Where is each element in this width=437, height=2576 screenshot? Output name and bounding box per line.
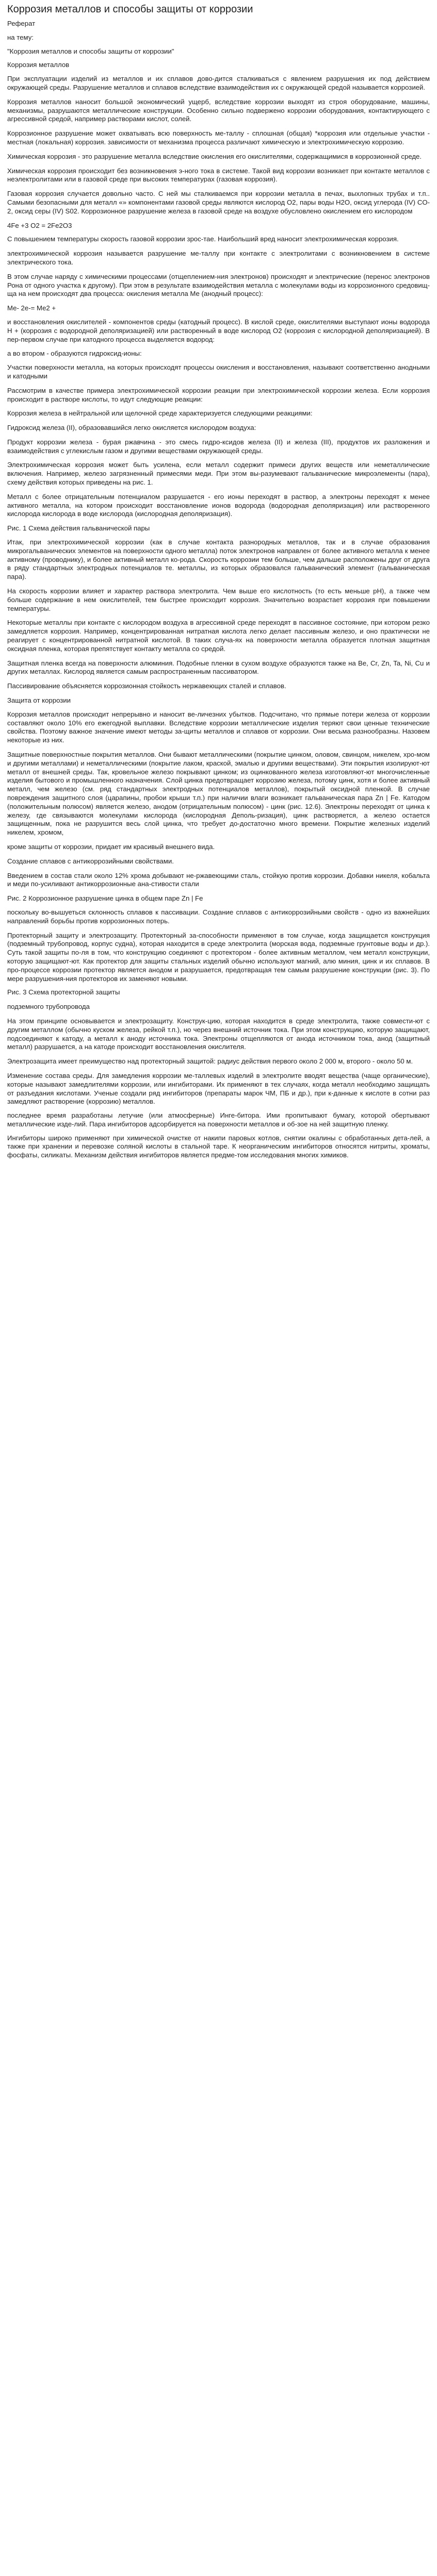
- paragraph: Участки поверхности металла, на которых происходят процессы окисления и восстановления, называют соответственно анодными и катодными: [7, 363, 430, 380]
- paragraph: Пассивирование объясняется коррозионная стойкость нержавеющих сталей и сплавов.: [7, 682, 286, 690]
- paragraph: Коррозия металлов: [7, 61, 70, 69]
- paragraph: Рис. 2 Коррозионное разрушение цинка в общем паре Zn | Fe: [7, 894, 203, 903]
- paragraph: 4Fe +3 O2 = 2Fe2O3: [7, 221, 72, 229]
- paragraph: Реферат: [7, 20, 36, 27]
- paragraph: кроме защиты от коррозии, придает им красивый внешнего вида.: [7, 842, 215, 851]
- paragraph: Протекторный защиту и электрозащиту. Протекторный за-способности применяют в том случае, когда защищается конструкция (подземный трубопровод, корпус судна), которая находится в среде электролита (морская вода, подземные грунтовые воды и др.). Суть такой защиты по-ля в том, что конструкцию соединяют с протектором - более активным металлом, чем металл конструкции, которую защищают-ют. Как протектор для защиты стальных изделий обычно используют магний, алю миния, цинк и их сплавов. В про-процессе коррозии протектор является анодом и разрушается, предотвращая тем самым разрушение конструкции (рис. 3). По мере разрушения-ния протекторов их заменяют новыми.: [7, 931, 430, 983]
- paragraph: Итак, при электрохимической коррозии (как в случае контакта разнородных металлов, так и в случае образования микрогальванических элементов на поверхности одного металла) поток электронов направлен от более активного металла к менее активному (проводнику), и более активный металл ко-рода. Скорость коррозии тем больше, чем дальше расположены друг от друга в ряду стандартных электродных потенциалов те. металлы, из которых образовался гальванический элемент (гальваническая пара).: [7, 538, 430, 581]
- paragraph: последнее время разработаны летучие (или атмосферные) Инге-битора. Ими пропитывают бумагу, которой обертывают металлические изде-лий. Пара ингибиторов адсорбируется на поверхности металлов и об-зое на ней защитную пленку.: [7, 1111, 430, 1128]
- paragraph: При эксплуатации изделий из металлов и их сплавов дово-дится сталкиваться с явлением разрушения их под действием окружающей среды. Разрушение металлов и сплавов вследствие взаимодействия их с окружающей средой называется коррозией.: [7, 75, 430, 91]
- paragraph: электрохимической коррозия называется разрушение ме-таллу при контакте с электролитами с возникновением в системе электрического тока.: [7, 250, 430, 266]
- paragraph: С повышением температуры скорость газовой коррозии зрос-тае. Наибольший вред наносит электрохимическая коррозия.: [7, 235, 399, 243]
- paragraph: Создание сплавов с антикоррозийными свойствами.: [7, 857, 174, 865]
- paragraph: подземного трубопровода: [7, 1003, 90, 1011]
- paragraph: Рис. 1 Схема действия гальванической пары: [7, 524, 150, 533]
- paragraph: Некоторые металлы при контакте с кислородом воздуха в агрессивной среде переходят в пассивное состояние, при котором резко замедляется коррозия. Например, концентрированная нитратная кислота легко делает пассивным железо, и оно практически не реагирует с концентрированной нитратной кислотой. В таких случа-ях на поверхности металла образуется плотная защитная оксидная пленка, которая препятствует контакту металла со средой.: [7, 619, 430, 653]
- paragraph: Коррозия металлов происходит непрерывно и наносит ве-личезних убытков. Подсчитано, что прямые потери железа от коррозии составляют около 10% его ежегодной выплавки. Вследствие коррозии металлические изделия теряют свои ценные технические свойства. Поэтому важное значение имеют методы за-щиты металлов и сплавов от коррозии. Они весьма разнообразны. Назовем некоторые из них.: [7, 710, 430, 744]
- paragraph: на тему:: [7, 33, 34, 41]
- paragraph: "Коррозия металлов и способы защиты от коррозии": [7, 47, 174, 55]
- paragraph: Рис. 3 Схема протекторной защиты: [7, 988, 120, 996]
- paragraph: Металл с более отрицательным потенциалом разрушается - его ионы переходят в раствор, а электроны переходят к менее активного металла, на котором происходит восстановление ионов водорода (водородная деполяризация) или растворенного кислорода кислорода в воде кислорода (кислородная деполяризация).: [7, 492, 430, 518]
- paragraph: На этом принципе основывается и электрозащиту. Конструк-цию, которая находится в среде электролита, также совмести-ют с другим металлом (обычно куском железа, рейкой т.п.), но через внешний источник тока. При этом конструкцию, которую защищают, подсоединяют к катоду, а металл к аноду источника тока. Электроны отщепляются от анода источником тока, анод (защитный металл) разрушается, а на катоде происходит восстановления окислителя.: [7, 1017, 430, 1051]
- paragraph: а во втором - образуются гидроксид-ионы:: [7, 350, 142, 358]
- paragraph: Коррозия железа в нейтральной или щелочной среде характеризуется следующими реакциями:: [7, 409, 313, 418]
- document-title: Коррозия металлов и способы защиты от коррозии: [7, 4, 253, 15]
- paragraph: Защитная пленка всегда на поверхности алюминия. Подобные пленки в сухом воздухе образуются также на Be, Cr, Zn, Ta, Ni, Cu и других металлах. Кислород является самым распространенным пассиватором.: [7, 659, 430, 676]
- paragraph: Защита от коррозии: [7, 696, 71, 705]
- paragraph: Химическая коррозия происходит без возникновения э-ного тока в системе. Такой вид коррозии возникает при контакте металлов с неэлектролитами или в газовой среде при высоких температурах (газовая коррозия).: [7, 167, 430, 184]
- paragraph: поскольку во-вышуеться склонность сплавов к пассивации. Создание сплавов с антикоррозийными свойств - одно из важнейших направлений борьбы против коррозионных потерь.: [7, 908, 430, 925]
- paragraph: Изменение состава среды. Для замедления коррозии ме-таллевых изделий в электролите вводят вещества (чаще органические), которые называют замедлителями коррозии, или ингибиторами. Их применяют в тех случаях, когда металл необходимо защищать от разъедания кислотами. Ученые создали ряд ингибиторов (препараты марок ЧМ, ПБ и др.), при к-данные к кислоте в сотни раз замедляют растворение (коррозию) металлов.: [7, 1071, 430, 1106]
- paragraph: Ингибиторы широко применяют при химической очистке от накипи паровых котлов, снятии окалины с обработанных дета-лей, а также при хранении и перевозке соляной кислоты в стальной таре. К неорганическим ингибиторов относятся нитриты, хроматы, фосфаты, силикаты. Механизм действия ингибиторов является предме-том исследования многих химиков.: [7, 1134, 430, 1159]
- paragraph: Электрозащита имеет преимущество над протекторный защитой: радиус действия первого около 2 000 м, второго - около 50 м.: [7, 1057, 413, 1066]
- paragraph: Гидроксид железа (II), образовавшийся легко окисляется кислородом воздуха:: [7, 424, 256, 432]
- paragraph: Рассмотрим в качестве примера электрохимической коррозии реакции при электрохимической коррозии железа. Если коррозия происходит в растворе кислоты, то идут следующие реакции:: [7, 386, 430, 403]
- paragraph: В этом случае наряду с химическими процессами (отщеплением-ния электронов) происходят и электрические (перенос электронов Рона от одного участка к другому). При этом в результате взаимодействия металла с молекулами воды из коррозионного средовищ-ща на нем происходят два процесса: окисления металла Ме (анодный процесс):: [7, 272, 430, 298]
- paragraph: Коррозия металлов наносит большой экономический ущерб, вследствие коррозии выходят из строя оборудование, машины, механизмы, разрушаются металлические конструкции. Особенно сильно подвержено коррозии оборудования, контактирующего с агрессивной средой, например растворами кислот, солей.: [7, 97, 430, 123]
- paragraph: Химическая коррозия - это разрушение металла вследствие окисления его окислителями, содержащимися в коррозионной среде.: [7, 152, 422, 160]
- paragraph: На скорость коррозии влияет и характер раствора электролита. Чем выше его кислотность (то есть меньше рН), а также чем больше содержание в нем окислителей, тем быстрее происходит коррозия. Значительно возрастает коррозия при повышении температуры.: [7, 587, 430, 612]
- paragraph: Продукт коррозии железа - бурая ржавчина - это смесь гидро-ксидов железа (II) и железа (III), продуктов их разложения и взаимодействия с углекислым газом и другими веществами окружающей среды.: [7, 438, 430, 455]
- paragraph: Защитные поверхностные покрытия металлов. Они бывают металлическими (покрытие цинком, оловом, свинцом, никелем, хро-мом и другими металлами) и неметаллическими (покрытие лаком, краской, эмалью и другими веществами). Эти покрытия изолируют-ют металл от внешней среды. Так, кровельное железо покрывают цинком; из оцинкованного железа изготовляют-ют многочисленные изделия бытового и промышленного назначения. Слой цинка предотвращает коррозию железа, потому цинк, хотя и более активный металл, чем железо (см. ряд стандартных электродных потенциалов металлов), покрытый оксидной пленкой. В случае повреждения защитного слоя (царапины, пробои крыши т.п.) при наличии влаги возникает гальваническая пара Zn | Fe. Катодом (положительным полюсом) является железо, анодом (отрицательным полюсом) - цинк (рис. 12.6). Электроны переходят от цинка к железу, где связываются молекулами кислорода (кислородная Деполь-ризация), цинк растворяется, а железо остается защищенным, пока не разрушится весь слой цинка, что требует до-достаточно много времени. Покрытие железных изделий никелем, хромом,: [7, 751, 430, 837]
- paragraph: Ме- 2е-= Ме2 +: [7, 304, 56, 312]
- paragraph: и восстановления окислителей - компонентов среды (катодный процесс). В кислой среде, окислителями выступают ионы водорода Н + (коррозия с водородной деполяризацией) или растворенный в воде кислород О2 (коррозия с кислородной деполяризацией). В пер-первом случае при катодного процесса выделяется водород:: [7, 318, 430, 343]
- paragraph: Электрохимическая коррозия может быть усилена, если металл содержит примеси других веществ или неметаллические включения. Например, железо загрязненный примесями меди. При этом вы-разумевают гальванические микроэлементы (пара), схему действия которых приведены на рис. 1.: [7, 461, 430, 487]
- paragraph: Газовая коррозия случается довольно часто. С ней мы сталкиваемся при коррозии металла в печах, выхлопных трубах и т.п.. Самыми безопасными для металл «» компонентами газовой среды являются кислород О2, пары воды Н2О, оксид углерода (IV) CO-2, оксид серы (IV) S02. Коррозионное разрушение железа в газовой среде на воздухе обусловлено окислением его кислородом: [7, 190, 430, 215]
- document-body: [7, 20, 430, 1160]
- paragraph: Коррозионное разрушение может охватывать всю поверхность ме-таллу - сплошная (общая) *коррозия или отдельные участки - местная (локальная) коррозия. зависимости от механизма процесса различают химическую и электрохимическую коррозию.: [7, 129, 430, 146]
- paragraph: Введением в состав стали около 12% хрома добывают не-ржавеющими сталь, стойкую против коррозии. Добавки никеля, кобальта и меди по-усиливают антикоррозионные ана-стивости стали: [7, 871, 430, 888]
